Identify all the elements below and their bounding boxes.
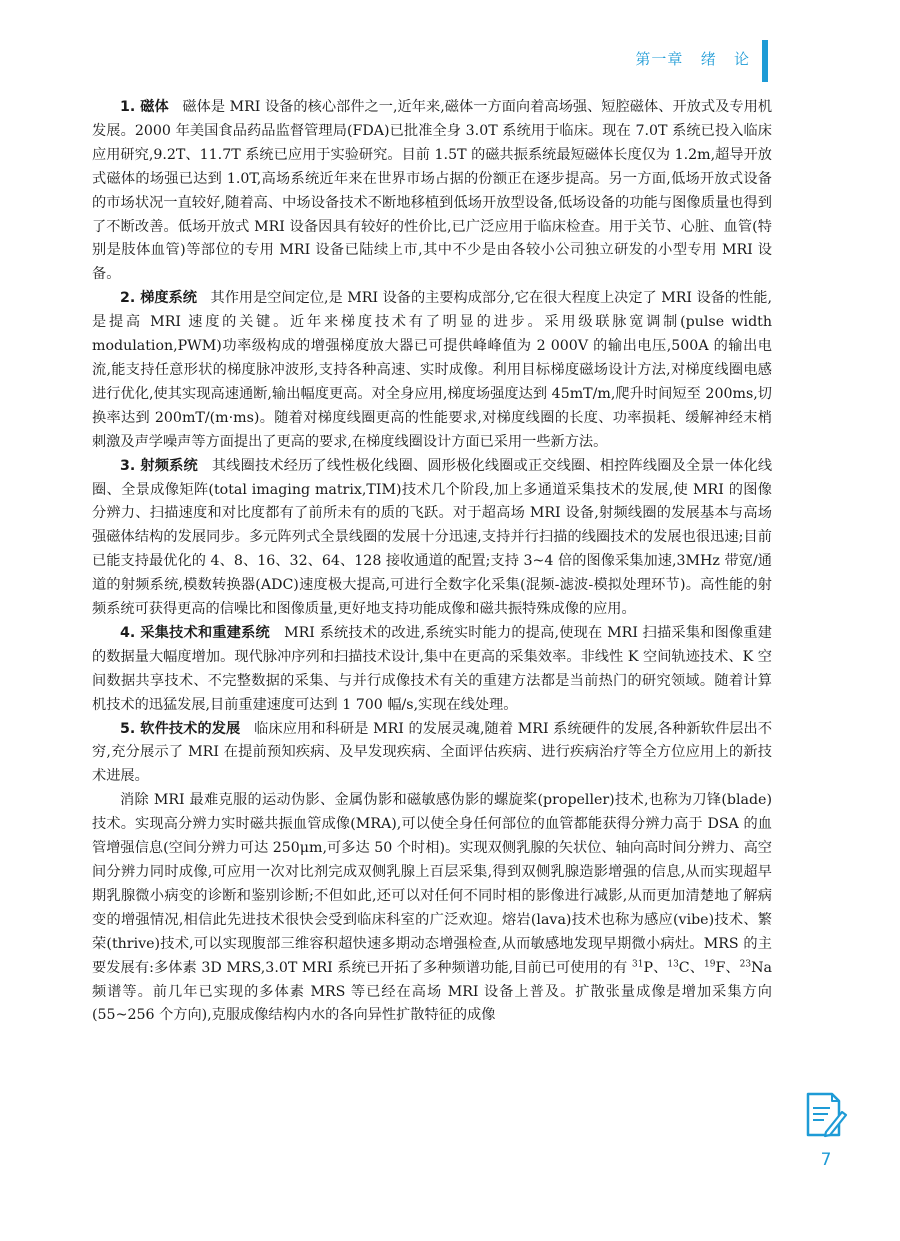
section-title: 2. 梯度系统 [120,290,197,307]
paragraph-text: 消除 MRI 最难克服的运动伪影、金属伪影和磁敏感伪影的螺旋桨(propeller)技术,也称为刀锋(blade)技术。实现高分辨力实时磁共振血管成像(MRA),可以使全身任何部位的血管都能获得分辨力高于 DSA 的血管增强信息(空间分辨力可达 250μm,可多达 50 个时相)。实现双侧乳腺的矢状位、轴向高时间分辨力、高空间分辨力同时成像,可应用一次对比剂完成双侧乳腺上百层采集,得到双侧乳腺造影增强的信息,从而实现超早期乳腺微小病变的诊断和鉴别诊断;不但如此,还可以对任何不同时相的影像进行减影,从而更加清楚地了解病变的增强情况,相信此先进技术很快会受到临床科室的广泛欢迎。熔岩(lava)技术也称为感应(vibe)技术、繁荣(thrive)技术,可以实现腹部三维容积超快速多期动态增强检查,从而敏感地发现早期微小病灶。MRS 的主要发展有:多体素 3D MRS,3.0T MRI 系统已开拓了多种频谱功能,目前已可使用的有 [92,792,772,976]
section-title: 5. 软件技术的发展 [120,720,241,737]
chapter-title: 第一章 绪 论 [635,50,750,68]
isotope-mass: 13 [667,958,679,969]
paragraph-gradient [92,287,772,454]
section-title: 3. 射频系统 [120,457,198,474]
paragraph-software [92,718,772,790]
paragraph-advances [92,789,772,1028]
section-title: 1. 磁体 [120,99,169,115]
section-text: 其线圈技术经历了线性极化线圈、圆形极化线圈或正交线圈、相控阵线圈及全景一体化线圈、全景成像矩阵(total imaging matrix,TIM)技术几个阶段,加上多通道采集技术的发展,使 MRI 的图像分辨力、扫描速度和对比度都有了前所未有的质的飞跃。对于超高场 MRI 设备,射频线圈的发展基本与高场强磁体结构的发展同步。多元阵列式全景线圈的发展十分迅速,支持并行扫描的线圈技术的发展也很迅速;目前已能支持最优化的 4、8、16、32、64、128 接收通道的配置;支持 3~4 倍的图像采集加速,3MHz 带宽/通道的射频系统,模数转换器(ADC)速度极大提高,可进行全数字化采集(混频-滤波-模拟处理环节)。高性能的射频系统可获得更高的信噪比和图像质量,更好地支持功能成像和磁共振特殊成像的应用。 [92,457,773,618]
paragraph-acquisition [92,622,772,718]
isotope-mass: 31 [631,958,644,969]
isotope-mass: 23 [739,958,752,969]
section-text: MRI 系统技术的改进,系统实时能力的提高,使现在 MRI 扫描采集和图像重建的数据量大幅度增加。现代脉冲序列和扫描技术设计,集中在更高的采集效率。非线性 K 空间轨迹技术、K 空间数据共享技术、不完整数据的采集、与并行成像技术有关的重建方法都是当前热门的研究领域。随着计算机技术的迅猛发展,目前重建速度可达到 1 700 幅/s,实现在线处理。 [92,624,772,713]
page-header [0,40,900,90]
isotope-mass: 19 [704,958,716,969]
paragraph-rf [92,455,772,622]
section-text: 磁体是 MRI 设备的核心部件之一,近年来,磁体一方面向着高场强、短腔磁体、开放式及专用机发展。2000 年美国食品药品监督管理局(FDA)已批准全身 3.0T 系统用于临床。现在 7.0T 系统已投入临床应用研究,9.2T、11.7T 系统已应用于实验研究。目前 1.5T 的磁共振系统最短磁体长度仅为 1.2m,超导开放式磁体的场强已达到 1.0T,高场系统近年来在世界市场占据的份额正在逐步提高。另一方面,低场开放式设备的市场状况一直较好,随着高、中场设备技术不断地移植到低场开放型设备,低场设备的功能与图像质量也得到了不断改善。低场开放式 MRI 设备因具有较好的性价比,已广泛应用于临床检查。用于关节、心脏、血管(特别是肢体血管)等部位的专用 MRI 设备已陆续上市,其中不少是由各较小公司独立研发的小型专用 MRI 设备。 [92,99,773,283]
section-text: 临床应用和科研是 MRI 的发展灵魂,随着 MRI 系统硬件的发展,各种新软件层出不穷,充分展示了 MRI 在提前预知疾病、及早发现疾病、全面评估疾病、进行疾病治疗等全方位应用上的新技术进展。 [92,720,773,785]
isotope-symbol: C、 [678,959,705,976]
isotope-symbol: P、 [643,959,668,976]
page-body [92,96,772,1028]
section-text: 其作用是空间定位,是 MRI 设备的主要构成部分,它在很大程度上决定了 MRI 设备的性能,是提高 MRI 速度的关键。近年来梯度技术有了明显的进步。采用级联脉宽调制(pulse width modulation,PWM)功率级构成的增强梯度放大器已可提供峰峰值为 2 000V 的输出电压,500A 的输出电流,能支持任意形状的梯度脉冲波形,支持各种高速、实时成像。利用目标梯度磁场设计方法,对梯度线圈电感进行优化,使其实现高速通断,输出幅度更高。对全身应用,梯度场强度达到 45mT/m,爬升时间短至 200ms,切换率达到 200mT/(m·ms)。随着对梯度线圈更高的性能要求,对梯度线圈的长度、功率损耗、缓解神经末梢刺激及声学噪声等方面提出了更高的要求,在梯度线圈设计方面已采用一些新方法。 [92,290,773,450]
header-accent-bar [762,40,768,82]
isotope-symbol: F、 [715,959,740,976]
paragraph-text: Na 频谱等。前几年已实现的多体素 MRS 等已经在高场 MRI 设备上普及。扩散张量成像是增加采集方向(55~256 个方向),克服成像结构内水的各向异性扩散特征的成像 [92,959,772,1024]
paragraph-magnet [92,96,772,287]
section-title: 4. 采集技术和重建系统 [120,624,270,641]
page-number: 7 [820,1150,832,1170]
notebook-pencil-icon [802,1090,848,1140]
